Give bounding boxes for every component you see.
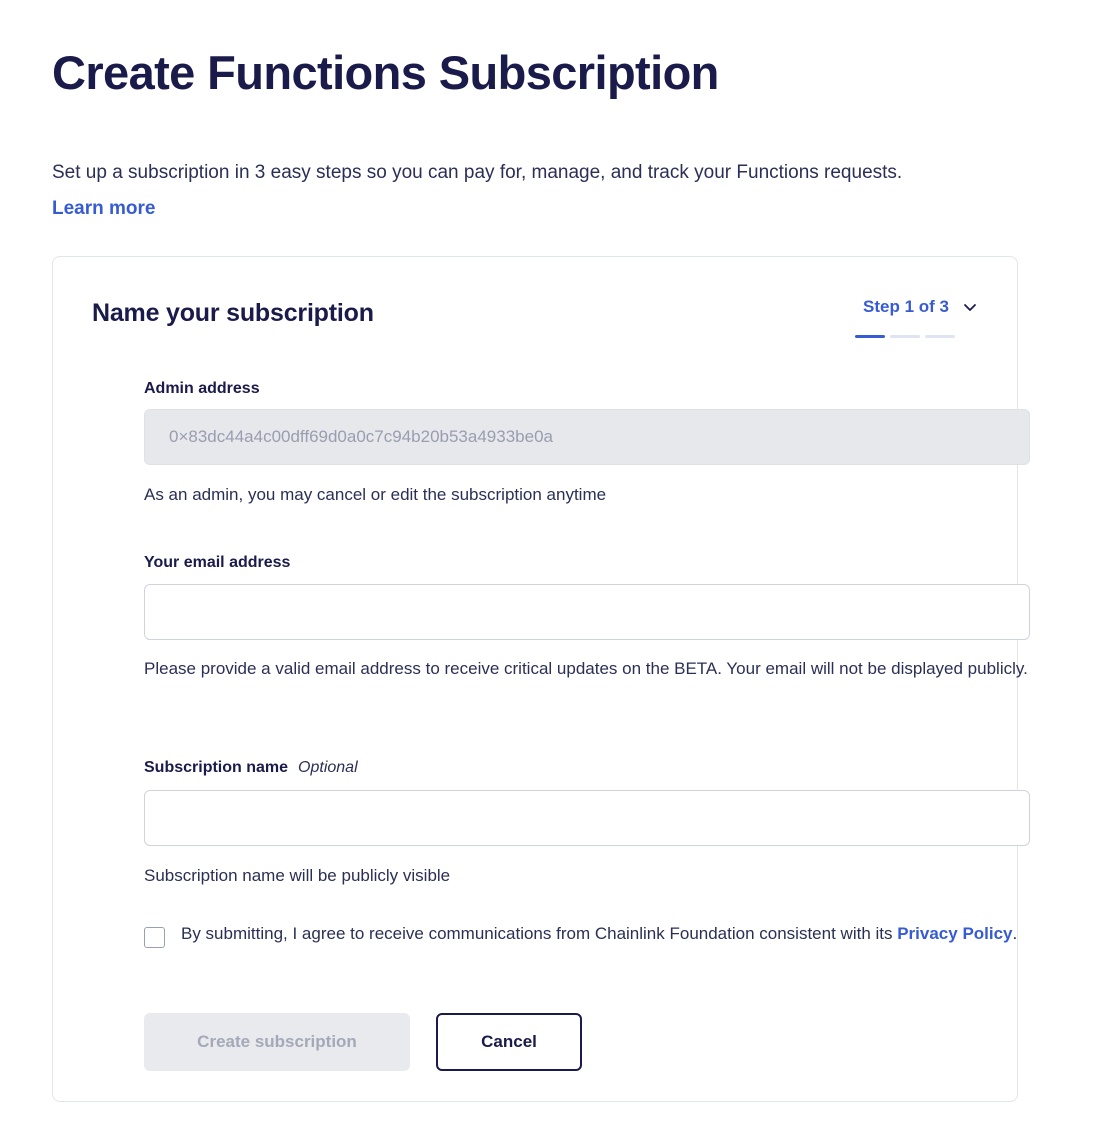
admin-address-input[interactable] [144, 409, 1030, 465]
consent-text [181, 921, 1017, 946]
subscription-name-label-text: Subscription name [144, 759, 289, 776]
cancel-button[interactable]: Cancel [436, 1013, 582, 1071]
email-input[interactable] [144, 584, 1030, 640]
card-heading: Name your subscription [92, 299, 374, 327]
card-actions [144, 1013, 582, 1071]
subscription-name-input[interactable] [144, 790, 1030, 846]
page-subtitle-text: Set up a subscription in 3 easy steps so you can pay for, manage, and track your Functions requests. [52, 162, 903, 183]
subscription-name-label [144, 759, 358, 777]
consent-checkbox[interactable] [144, 927, 165, 948]
subscription-name-helper: Subscription name will be publicly visible [144, 866, 451, 885]
step-bar-2 [890, 335, 920, 338]
subscription-name-optional-tag: Optional [298, 759, 358, 776]
privacy-policy-link[interactable]: Privacy Policy [897, 924, 1013, 943]
consent-text-part1: By submitting, I agree to receive communications from Chainlink Foundation consistent with its [181, 924, 898, 943]
create-subscription-button[interactable]: Create subscription [144, 1013, 410, 1071]
step-bar-3 [925, 335, 955, 338]
step-bar-1 [855, 335, 885, 338]
email-label: Your email address [144, 554, 291, 571]
page-subtitle [52, 155, 952, 227]
subscription-card [52, 256, 1028, 1102]
email-helper: Please provide a valid email address to receive critical updates on the BETA. Your email will not be displayed publicly. [144, 659, 1028, 678]
step-indicator[interactable] [863, 297, 979, 317]
consent-row[interactable] [144, 921, 1034, 948]
learn-more-link[interactable]: Learn more [52, 198, 156, 219]
step-progress-bars [855, 335, 955, 338]
page-title: Create Functions Subscription [52, 46, 719, 99]
step-label: Step 1 of 3 [863, 297, 949, 316]
admin-address-helper: As an admin, you may cancel or edit the subscription anytime [144, 485, 607, 504]
consent-text-part2: . [1012, 924, 1018, 943]
chevron-down-icon[interactable] [961, 298, 979, 316]
admin-address-label: Admin address [144, 380, 260, 397]
